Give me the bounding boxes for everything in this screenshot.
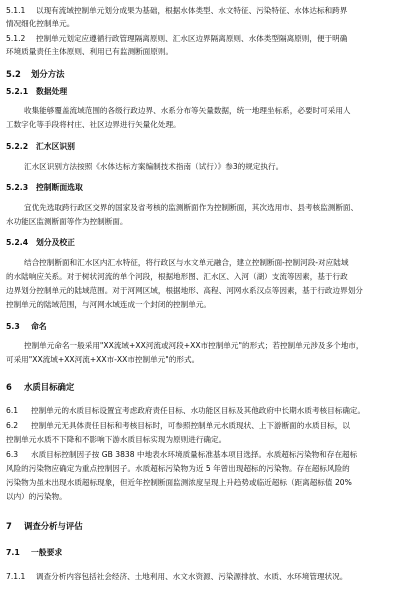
section-title: 汇水区识别 <box>36 142 75 151</box>
section-heading-5-2-2 <box>6 142 75 152</box>
paragraph-line: 结合控制断面和汇水区内汇水特征，将行政区与水文单元融合，建立控制断面-控制河段-对应陆域 <box>24 258 349 267</box>
paragraph-line: 宜优先选取跨行政区交界的国家及省考核的监测断面作为控制断面，其次选用市、县考核监测断面、 <box>24 203 359 212</box>
section-title: 控制断面选取 <box>36 183 83 192</box>
paragraph-line: 的水陆响应关系。对于树状河流的单个河段，根据地形图、汇水区、入河（湖）支流等因素，基于行政 <box>6 272 348 281</box>
clause-5-1-2 <box>6 34 347 44</box>
paragraph-line: 水功能区监测断面等作为控制断面。 <box>6 217 128 226</box>
section-number: 7.1 <box>6 548 20 557</box>
clause-number: 6.2 <box>6 421 19 430</box>
section-heading-5-2-1 <box>6 87 67 97</box>
paragraph-line: 控制单元命名一般采用"XX流域+XX河流或河段+XX市控制单元"的形式；若控制单元涉及多个地市， <box>24 341 364 350</box>
section-title: 划分方法 <box>31 69 65 79</box>
section-heading-5-3 <box>6 322 47 332</box>
section-heading-5-2-4 <box>6 238 75 248</box>
paragraph-line: 风险的污染物应确定为重点控制因子。水质超标污染物为近 5 年曾出现超标的污染物。存在超标风险的 <box>6 464 350 473</box>
section-number: 5.2.3 <box>6 183 29 192</box>
clause-7-1-1 <box>6 572 347 582</box>
section-number: 5.3 <box>6 322 20 331</box>
paragraph-line: 控制单元的陆域范围，与河网水域连成一个封闭的控制单元。 <box>6 300 212 309</box>
section-number: 5.2 <box>6 69 21 79</box>
paragraph-line: 工数字化等手段将村庄、社区边界进行矢量化处理。 <box>6 120 181 129</box>
clause-text: 控制单元无具体责任目标和考核目标时，可参照控制单元水质现状、上下游断面的水质目标，以 <box>31 421 350 430</box>
paragraph-line: 污染物为虽未出现水质超标现象，但近年控制断面监测浓度呈现上升趋势或临近超标（距离超标值 20% <box>6 478 352 487</box>
clause-5-1-1 <box>6 6 347 16</box>
section-title: 调查分析与评估 <box>24 521 83 531</box>
section-number: 5.2.2 <box>6 142 29 151</box>
clause-text: 控制单元的水质目标设置宜考虑政府责任目标、水功能区目标及其他政府中长期水质考核目标确定。 <box>31 406 366 415</box>
clause-text: 以现有流域控制单元划分成果为基础，根据水体类型、水文特征、污染特征、水体达标和跨界 <box>36 6 348 15</box>
section-title: 一般要求 <box>31 548 63 557</box>
section-number: 6 <box>6 382 12 392</box>
section-heading-7 <box>6 521 83 531</box>
section-heading-5-2 <box>6 69 65 79</box>
clause-text: 水质目标控制因子按 GB 3838 中地表水环境质量标准基本项目选择。水质超标污染物和存在超标 <box>31 450 358 459</box>
clause-number: 6.1 <box>6 406 19 415</box>
section-title: 命名 <box>31 322 47 331</box>
paragraph-line: 环境质量责任主体原则、利用已有监测断面原则。 <box>6 47 174 56</box>
section-title: 数据处理 <box>36 87 68 96</box>
paragraph-line: 汇水区识别方法按照《水体达标方案编制技术指南（试行）》参3的规定执行。 <box>24 162 284 171</box>
paragraph-line: 边界划分控制单元的陆域范围。对于河网区域，根据地形、高程、河网水系汉点等因素，基于行政边界划分 <box>6 286 363 295</box>
paragraph-line: 情况细化控制单元。 <box>6 19 75 28</box>
clause-number: 5.1.2 <box>6 34 26 43</box>
section-title: 划分及校正 <box>36 238 75 247</box>
paragraph-line: 可采用"XX流域+XX河流+XX市-XX市控制单元"的形式。 <box>6 355 200 364</box>
paragraph-line: 控制单元水质不下降和不影响下游水质目标实现为原则进行确定。 <box>6 435 227 444</box>
section-number: 5.2.4 <box>6 238 29 247</box>
clause-number: 6.3 <box>6 450 19 459</box>
clause-6-1 <box>6 406 365 416</box>
section-number: 7 <box>6 521 12 531</box>
section-heading-6 <box>6 382 74 392</box>
clause-text: 调查分析内容包括社会经济、土地利用、水文水资源、污染源排放、水质、水环境管理状况。 <box>36 572 348 581</box>
clause-6-2 <box>6 421 350 431</box>
section-number: 5.2.1 <box>6 87 29 96</box>
clause-text: 控制单元划定应遵循行政管理隔离原则、汇水区边界隔离原则、水体类型隔离原则，便于明确 <box>36 34 348 43</box>
section-heading-7-1 <box>6 548 62 558</box>
paragraph-line: 收集能够覆盖流域范围的各级行政边界、水系分布等矢量数据，统一地理坐标系，必要时可采用人 <box>24 106 351 115</box>
section-heading-5-2-3 <box>6 183 83 193</box>
clause-number: 5.1.1 <box>6 6 26 15</box>
paragraph-line: 以内）的污染物。 <box>6 492 67 501</box>
clause-number: 7.1.1 <box>6 572 26 581</box>
clause-6-3 <box>6 450 357 460</box>
section-title: 水质目标确定 <box>24 382 75 392</box>
